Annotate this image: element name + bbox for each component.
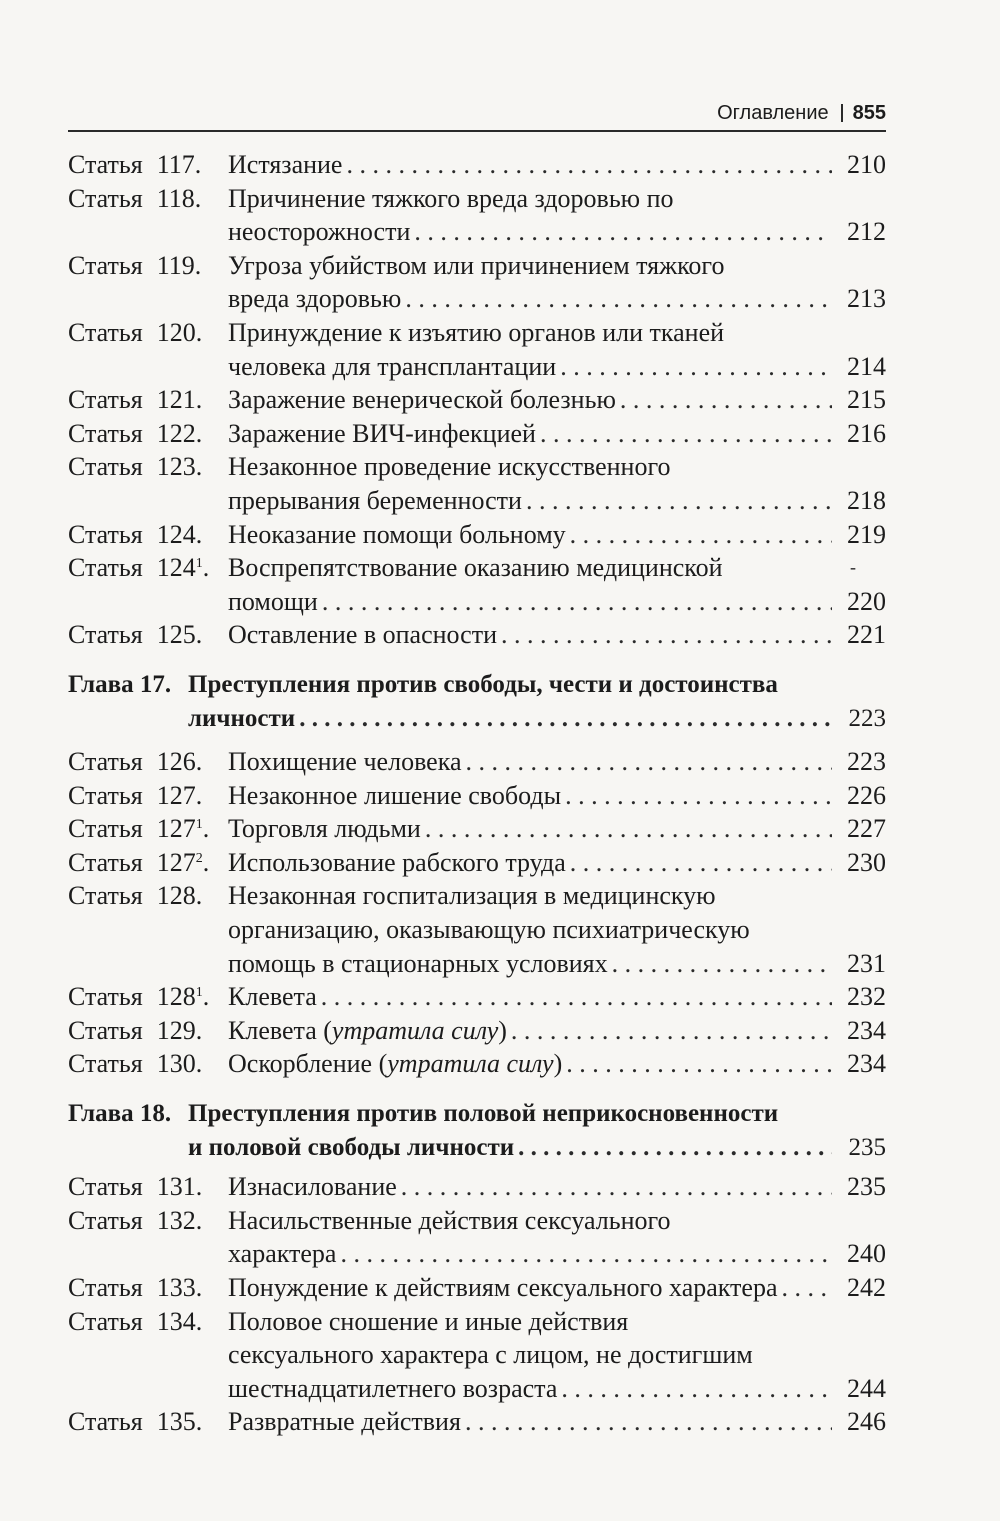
entry-label: Статья 133. — [68, 1273, 203, 1302]
entry-page: 216 — [847, 418, 886, 448]
toc-entry-126[interactable] — [68, 745, 886, 779]
toc-entry-127-2[interactable] — [68, 846, 886, 880]
toc-entry-128[interactable] — [68, 879, 886, 980]
dot-leader — [501, 618, 832, 652]
entry-label: Статья $128^1$. — [68, 982, 210, 1012]
dot-leader — [518, 1131, 832, 1165]
entry-page: 227 — [847, 814, 886, 844]
chapter-label: Глава 17. — [68, 670, 172, 698]
entry-page: 220 — [847, 586, 886, 616]
entry-page: 242 — [847, 1273, 886, 1302]
toc-entry-132[interactable] — [68, 1204, 886, 1271]
entry-title: Причинение тяжкого вреда здоровью по — [228, 183, 674, 213]
entry-title: Оставление в опасности — [228, 620, 498, 650]
entry-label: Статья 118. — [68, 183, 202, 213]
entry-title: Клевета (утратила силу) — [228, 1015, 507, 1045]
entry-page: 246 — [847, 1407, 886, 1437]
entry-label: Статья 135. — [68, 1407, 203, 1437]
header-separator — [841, 104, 843, 122]
dot-leader — [782, 1271, 832, 1305]
toc-entry-122[interactable] — [68, 417, 886, 451]
entry-label: Статья 130. — [68, 1049, 203, 1079]
entry-title: Заражение ВИЧ-инфекцией — [228, 418, 536, 448]
entry-title-cont: шестнадцатилетнего возраста — [228, 1373, 558, 1403]
repealed-note: утратила силу — [387, 1049, 554, 1079]
chapter-title: Преступления против свободы, чести и достоинства — [188, 670, 778, 698]
dot-leader — [465, 1405, 832, 1439]
chapter-label: Глава 18. — [68, 1100, 172, 1128]
entry-title: Развратные действия — [228, 1407, 461, 1437]
entry-label: Статья 124. — [68, 519, 203, 549]
entry-label: Статья 120. — [68, 317, 203, 347]
entry-label: Статья 125. — [68, 620, 203, 650]
toc-entry-130[interactable] — [68, 1047, 886, 1081]
entry-label: Статья 134. — [68, 1306, 203, 1336]
entry-label: Статья 117. — [68, 150, 202, 179]
toc-entry-131[interactable] — [68, 1170, 886, 1204]
entry-page: 215 — [847, 385, 886, 415]
entry-title: Использование рабского труда — [228, 847, 566, 877]
entry-page: 213 — [847, 284, 886, 314]
entry-page: 240 — [847, 1239, 886, 1269]
entry-label: Статья $124^1$. — [68, 553, 210, 583]
dot-leader — [299, 702, 832, 736]
dot-leader — [620, 383, 832, 417]
toc-entry-135[interactable] — [68, 1405, 886, 1439]
entry-label: Статья 126. — [68, 747, 203, 777]
toc-entry-120[interactable] — [68, 316, 886, 383]
toc-entry-128-1[interactable] — [68, 980, 886, 1014]
toc-chapter-18[interactable] — [68, 1097, 886, 1164]
entry-page: 244 — [847, 1373, 886, 1403]
entry-page: 219 — [847, 519, 886, 549]
entry-title: Половое сношение и иные действия — [228, 1306, 629, 1336]
entry-label: Статья 132. — [68, 1205, 203, 1235]
entry-label: Статья 119. — [68, 250, 202, 280]
toc-entry-117[interactable] — [68, 148, 886, 182]
header-page-number: 855 — [852, 101, 886, 124]
dot-leader — [560, 350, 832, 384]
entry-page: 212 — [847, 217, 886, 247]
entry-page: 218 — [847, 485, 886, 515]
dot-leader — [612, 947, 832, 981]
entry-title-cont: вреда здоровью — [228, 284, 402, 314]
dot-leader — [570, 846, 832, 880]
header-title: Оглавление — [717, 101, 829, 124]
entry-title: Истязание — [228, 150, 343, 179]
entry-page: 210 — [847, 150, 886, 179]
table-of-contents — [68, 148, 886, 1439]
entry-title: Угроза убийством или причинением тяжкого — [228, 250, 725, 280]
dot-leader — [561, 1372, 832, 1406]
entry-page: 226 — [847, 780, 886, 810]
repealed-note: утратила силу — [331, 1015, 499, 1045]
entry-title: Неоказание помощи больному — [228, 519, 566, 549]
entry-title: Незаконная госпитализация в медицинскую — [228, 881, 716, 911]
toc-entry-118[interactable] — [68, 182, 886, 249]
entry-page: 223 — [847, 747, 886, 777]
dot-leader — [322, 585, 832, 619]
entry-label: Статья 131. — [68, 1172, 203, 1202]
entry-title-cont: организацию, оказывающую психиатрическую — [228, 915, 750, 945]
margin-mark: - — [850, 557, 856, 578]
entry-page: 230 — [847, 847, 886, 877]
dot-leader — [511, 1014, 832, 1048]
toc-entry-125[interactable] — [68, 618, 886, 652]
toc-entry-129[interactable] — [68, 1014, 886, 1048]
dot-leader — [405, 282, 832, 316]
entry-page: 235 — [847, 1172, 886, 1202]
toc-entry-133[interactable] — [68, 1271, 886, 1305]
entry-title: Воспрепятствование оказанию медицинской — [228, 553, 723, 583]
dot-leader — [565, 779, 832, 813]
entry-title: Похищение человека — [228, 747, 462, 777]
toc-entry-124-1[interactable] — [68, 551, 886, 618]
entry-page: 221 — [847, 620, 886, 650]
entry-title-cont: прерывания беременности — [228, 485, 522, 515]
entry-title-cont: помощи — [228, 586, 318, 616]
chapter-title: Преступления против половой неприкосновенности — [188, 1100, 779, 1128]
dot-leader — [414, 215, 832, 249]
toc-entry-127[interactable] — [68, 779, 886, 813]
dot-leader — [570, 518, 832, 552]
dot-leader — [340, 1237, 832, 1271]
dot-leader — [346, 148, 832, 182]
entry-label: Статья $127^1$. — [68, 814, 210, 844]
dot-leader — [540, 417, 832, 451]
entry-title-cont: помощь в стационарных условиях — [228, 948, 608, 978]
entry-label: Статья 127. — [68, 780, 203, 810]
entry-label: Статья 129. — [68, 1015, 203, 1045]
entry-page: 231 — [847, 948, 886, 978]
dot-leader — [566, 1047, 832, 1081]
entry-page: 234 — [847, 1015, 886, 1045]
entry-title: Заражение венерической болезнью — [228, 385, 616, 415]
entry-title: Клевета — [228, 982, 317, 1012]
toc-entry-121[interactable] — [68, 383, 886, 417]
entry-label: Статья 128. — [68, 881, 203, 911]
running-header — [68, 96, 886, 132]
entry-page: 232 — [847, 982, 886, 1012]
dot-leader — [401, 1170, 832, 1204]
chapter-title-cont: личности — [188, 704, 296, 732]
dot-leader — [425, 812, 832, 846]
entry-label: Статья $127^2$. — [68, 847, 210, 877]
entry-title: Понуждение к действиям сексуального характера — [228, 1273, 778, 1302]
entry-title-cont: человека для трансплантации — [228, 351, 557, 381]
entry-title-cont: сексуального характера с лицом, не достигшим — [228, 1340, 753, 1370]
toc-chapter-17[interactable] — [68, 668, 886, 735]
chapter-page: 223 — [848, 704, 886, 732]
entry-title: Принуждение к изъятию органов или тканей — [228, 317, 725, 347]
chapter-title-cont: и половой свободы личности — [188, 1133, 515, 1161]
entry-title: Изнасилование — [228, 1172, 397, 1202]
chapter-page: 235 — [848, 1133, 886, 1161]
dot-leader — [321, 980, 832, 1014]
entry-title-cont: неосторожности — [228, 217, 411, 247]
dot-leader — [466, 745, 832, 779]
entry-label: Статья 121. — [68, 385, 203, 415]
entry-label: Статья 123. — [68, 452, 203, 482]
entry-title: Незаконное проведение искусственного — [228, 452, 671, 482]
entry-title: Незаконное лишение свободы — [228, 780, 562, 810]
dot-leader — [526, 484, 832, 518]
entry-title: Насильственные действия сексуального — [228, 1205, 671, 1235]
entry-title-cont: характера — [228, 1239, 337, 1269]
toc-entry-119[interactable] — [68, 249, 886, 316]
entry-page: 234 — [847, 1049, 886, 1079]
toc-entry-124[interactable] — [68, 518, 886, 552]
entry-page: 214 — [847, 351, 886, 381]
toc-entry-123[interactable] — [68, 450, 886, 517]
entry-label: Статья 122. — [68, 418, 203, 448]
entry-title: Торговля людьми — [228, 814, 421, 844]
toc-entry-127-1[interactable] — [68, 812, 886, 846]
toc-entry-134[interactable] — [68, 1305, 886, 1406]
entry-title: Оскорбление (утратила силу) — [228, 1049, 563, 1079]
